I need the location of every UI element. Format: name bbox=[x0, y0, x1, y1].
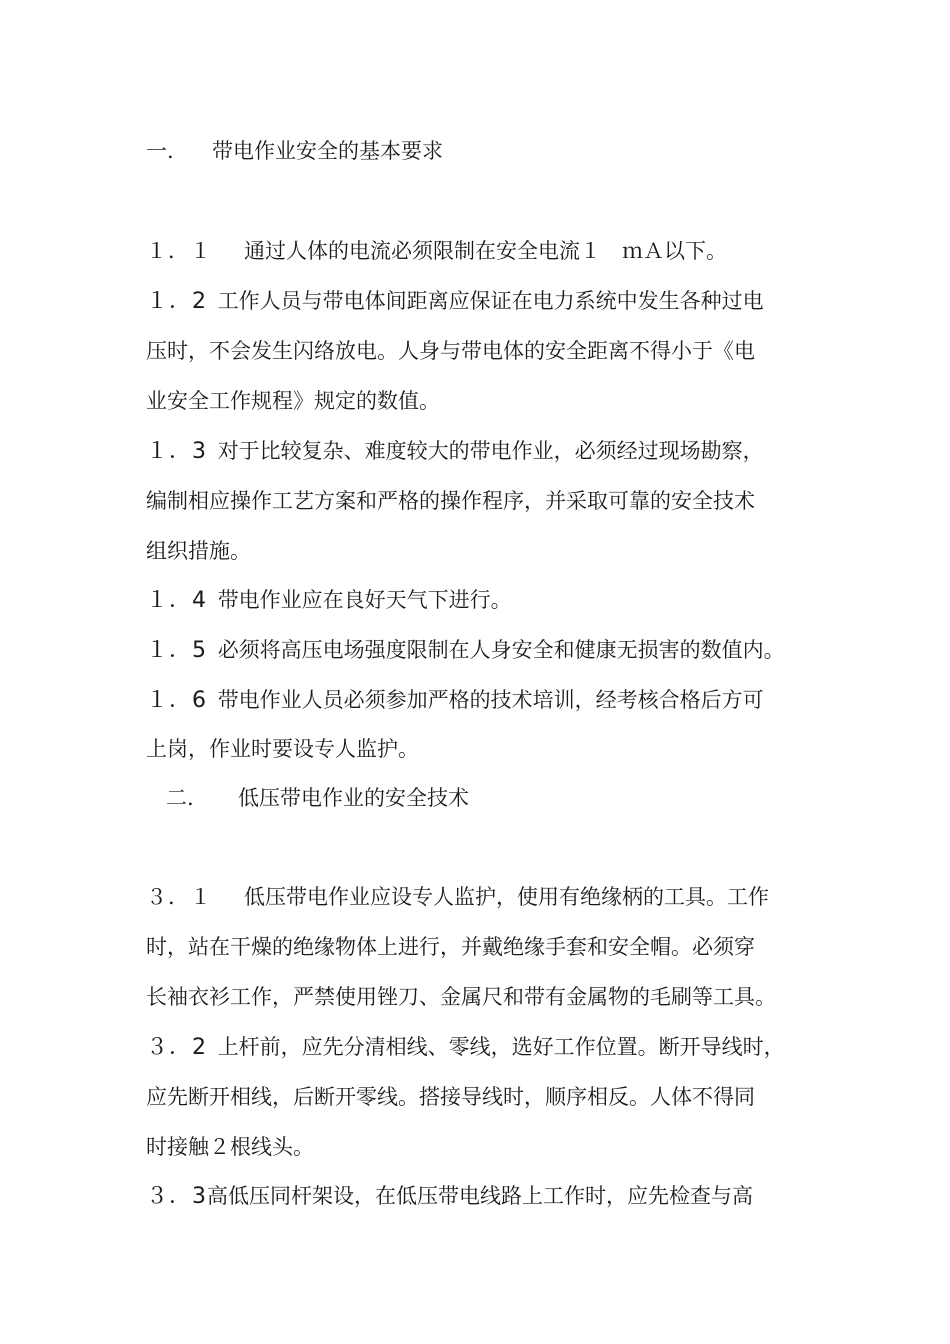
paragraph-line bbox=[146, 982, 776, 1012]
item-text: 编制相应操作工艺方案和严格的操作程序，并采取可靠的安全技术 bbox=[146, 489, 755, 513]
item-text: 压时，不会发生闪络放电。人身与带电体的安全距离不得小于《电 bbox=[146, 339, 755, 363]
paragraph-line bbox=[146, 1132, 314, 1162]
item-text: 对于比较复杂、难度较大的带电作业，必须经过现场勘察， bbox=[217, 439, 764, 463]
section-title: 低压带电作业的安全技术 bbox=[238, 786, 469, 810]
item-text: 工作人员与带电体间距离应保证在电力系统中发生各种过电 bbox=[217, 289, 764, 313]
item-number: ３．１ bbox=[146, 885, 212, 909]
item-text: 上岗，作业时要设专人监护。 bbox=[146, 737, 419, 761]
item-text: 组织措施。 bbox=[146, 539, 251, 563]
paragraph-line bbox=[146, 1181, 753, 1212]
paragraph-line bbox=[146, 882, 769, 912]
paragraph-line bbox=[146, 486, 755, 516]
paragraph-line bbox=[146, 932, 755, 962]
item-number: １．2 bbox=[146, 289, 207, 314]
item-number: １．１ bbox=[146, 239, 212, 263]
item-text: 高低压同杆架设，在低压带电线路上工作时，应先检查与高 bbox=[207, 1184, 753, 1208]
paragraph-line bbox=[146, 236, 727, 266]
paragraph-line bbox=[146, 1082, 755, 1112]
paragraph-line bbox=[146, 734, 419, 764]
item-number: ３．3 bbox=[146, 1184, 207, 1209]
paragraph-line bbox=[146, 635, 785, 666]
section-heading-1 bbox=[146, 136, 443, 166]
item-text: 业安全工作规程》规定的数值。 bbox=[146, 389, 440, 413]
paragraph-line bbox=[146, 1032, 785, 1063]
paragraph-line bbox=[146, 286, 764, 317]
paragraph-line bbox=[146, 386, 440, 416]
item-text: 带电作业人员必须参加严格的技术培训，经考核合格后方可 bbox=[217, 688, 764, 712]
paragraph-line bbox=[146, 436, 764, 467]
paragraph-line bbox=[146, 685, 764, 716]
item-number: １．5 bbox=[146, 638, 207, 663]
paragraph-line bbox=[146, 585, 512, 616]
section-number: 一. bbox=[146, 139, 174, 163]
item-text: 长袖衣衫工作，严禁使用锉刀、金属尺和带有金属物的毛刷等工具。 bbox=[146, 985, 776, 1009]
paragraph-line bbox=[146, 336, 755, 366]
item-number: １．4 bbox=[146, 588, 207, 613]
item-text: 低压带电作业应设专人监护，使用有绝缘柄的工具。工作 bbox=[244, 885, 769, 909]
item-number: １．3 bbox=[146, 439, 207, 464]
item-number: ３．2 bbox=[146, 1035, 207, 1060]
item-number: １．6 bbox=[146, 688, 207, 713]
section-title: 带电作业安全的基本要求 bbox=[212, 139, 443, 163]
item-text: 应先断开相线，后断开零线。搭接导线时，顺序相反。人体不得同 bbox=[146, 1085, 755, 1109]
paragraph-line bbox=[146, 536, 251, 566]
item-text: 时接触２根线头。 bbox=[146, 1135, 314, 1159]
item-text: 必须将高压电场强度限制在人身安全和健康无损害的数值内。 bbox=[217, 638, 785, 662]
item-text: 带电作业应在良好天气下进行。 bbox=[217, 588, 512, 612]
item-text: 时，站在干燥的绝缘物体上进行，并戴绝缘手套和安全帽。必须穿 bbox=[146, 935, 755, 959]
item-text: 通过人体的电流必须限制在安全电流１ ｍＡ以下。 bbox=[244, 239, 727, 263]
item-text: 上杆前，应先分清相线、零线，选好工作位置。断开导线时， bbox=[217, 1035, 785, 1059]
section-heading-2 bbox=[166, 783, 469, 813]
section-number: 二. bbox=[166, 786, 194, 810]
